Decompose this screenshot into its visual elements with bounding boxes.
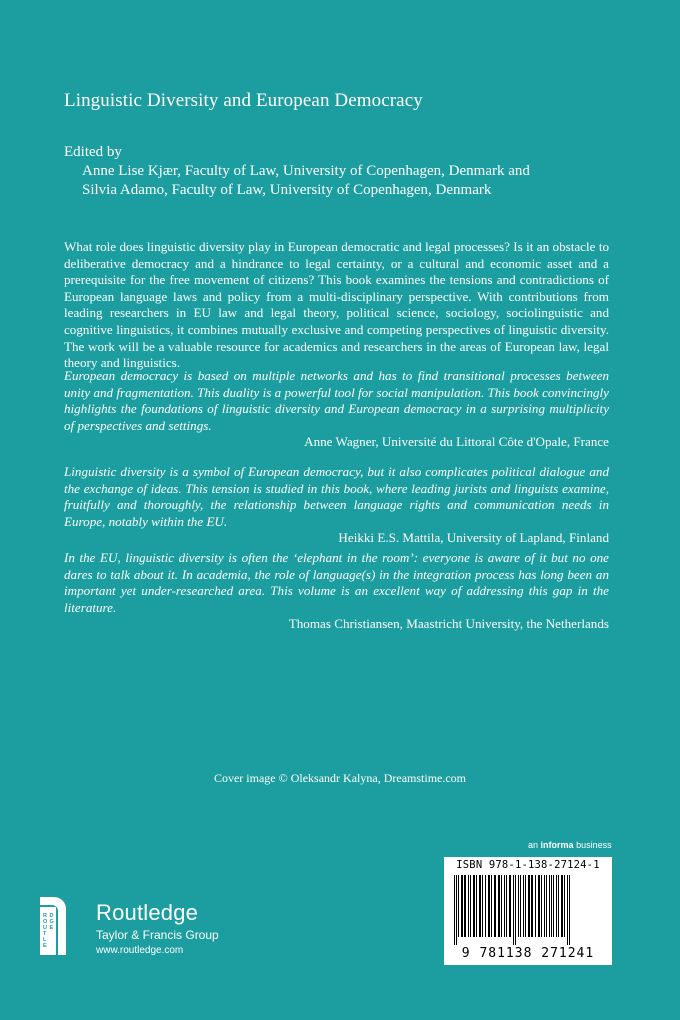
isbn-barcode	[444, 857, 612, 965]
review-attribution: Thomas Christiansen, Maastricht University, the Netherlands	[288, 616, 609, 632]
publisher-name: Routledge	[96, 900, 199, 925]
barcode-bars-icon	[452, 875, 604, 945]
review	[64, 550, 609, 633]
svg-text:T: T	[43, 931, 47, 937]
edited-by-label: Edited by	[64, 144, 122, 160]
svg-text:U: U	[43, 925, 47, 931]
publisher-url[interactable]: www.routledge.com	[96, 945, 184, 956]
publisher-group: Taylor & Francis Group	[96, 928, 219, 942]
isbn-label: ISBN 978-1-138-27124-1	[456, 859, 600, 871]
informa-name: informa	[540, 840, 574, 850]
informa-business-tag	[528, 840, 612, 850]
publisher-brand	[96, 902, 219, 956]
review-quote: European democracy is based on multiple networks and has to find transitional processes between unity and fragmentation. This duality is a powerful tool for social manipulation. This book convincingly highlights the foundations of linguistic diversity and European democracy in a surprising multiplicity of perspectives and settings.	[64, 368, 609, 433]
svg-text:E: E	[43, 943, 47, 949]
review-quote: Linguistic diversity is a symbol of European democracy, but it also complicates political dialogue and the exchange of ideas. This tension is studied in this book, where leading jurists and linguists examine, fruitfully and thoroughly, the relationship between language rights and communication needs in Europe, notably within the EU.	[64, 464, 609, 529]
review-quote: In the EU, linguistic diversity is often the ‘elephant in the room’: everyone is aware of it but no one dares to talk about it. In academia, the role of language(s) in the integration process has long been an important yet under-researched area. This volume is an excellent way of addressing this gap in the literature.	[64, 550, 609, 615]
review-attribution: Heikki E.S. Mattila, University of Lapland, Finland	[338, 530, 609, 546]
editor-line: Anne Lise Kjær, Faculty of Law, University of Copenhagen, Denmark and	[82, 163, 530, 179]
book-title: Linguistic Diversity and European Democracy	[64, 90, 423, 111]
svg-text:D: D	[49, 913, 54, 919]
review	[64, 368, 609, 451]
book-description: What role does linguistic diversity play in European democratic and legal processes? Is it an obstacle to deliberative democracy and a hindrance to legal certainty, or a cultural and economic asset and a prerequisite for the free movement of citizens? This book examines the tensions and contradictions of European language laws and policy from a multi-disciplinary perspective. With contributions from leading researchers in EU law and legal theory, political science, sociology, sociolinguistic and cognitive linguistics, it combines mutually exclusive and competing perspectives of linguistic diversity. The work will be a valuable resource for academics and researchers in the areas of European law, legal theory and linguistics.	[64, 239, 609, 371]
review	[64, 464, 609, 547]
review-attribution: Anne Wagner, Université du Littoral Côte d'Opale, France	[304, 434, 609, 450]
isbn-digits: 9 781138 271241	[461, 946, 595, 961]
svg-text:L: L	[43, 937, 47, 943]
svg-text:R: R	[43, 913, 47, 919]
editors	[64, 143, 530, 200]
routledge-logo-icon	[40, 897, 66, 955]
svg-text:E: E	[49, 925, 54, 931]
informa-prefix: an	[528, 840, 539, 850]
svg-text:G: G	[49, 919, 54, 925]
informa-suffix: business	[576, 840, 612, 850]
cover-image-credit: Cover image © Oleksandr Kalyna, Dreamstime.com	[213, 771, 467, 785]
editor-line: Silvia Adamo, Faculty of Law, University of Copenhagen, Denmark	[82, 182, 492, 198]
svg-text:O: O	[43, 919, 48, 925]
